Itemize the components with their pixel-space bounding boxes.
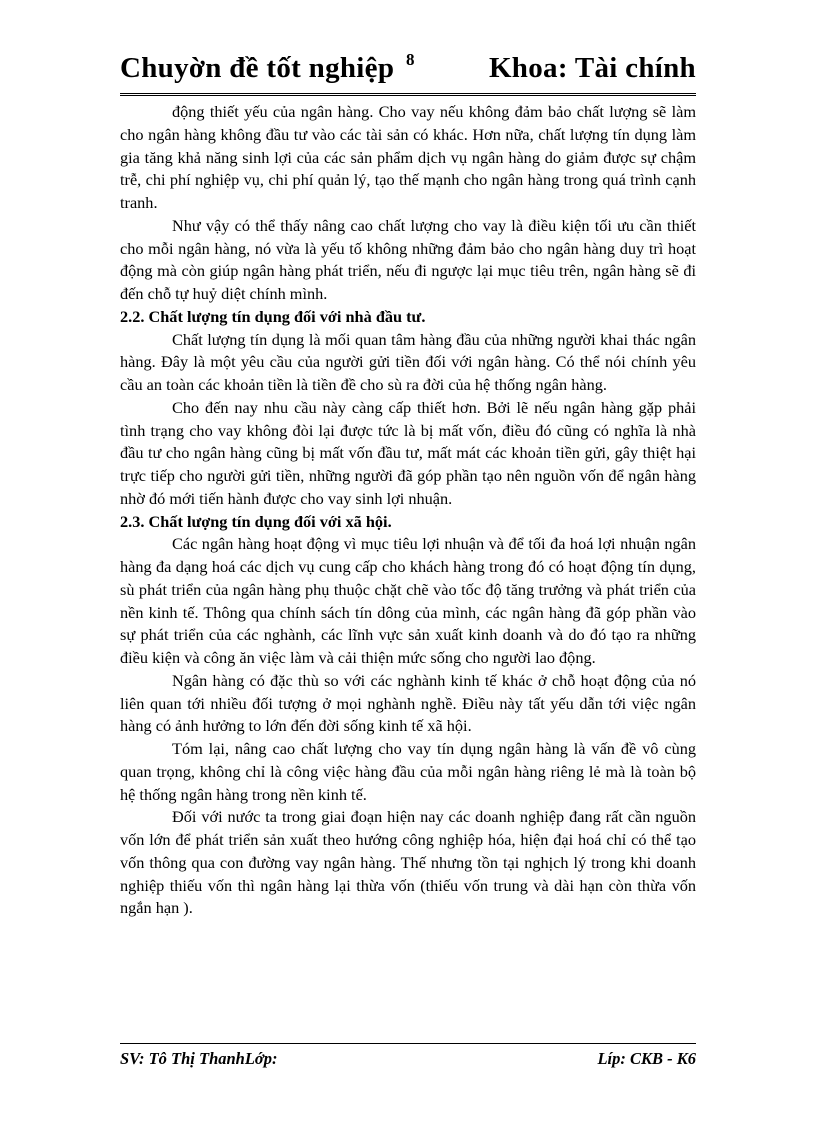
page-number: 8 — [406, 50, 415, 69]
paragraph-7: Tóm lại, nâng cao chất lượng cho vay tín dụng ngân hàng là vấn đề vô cùng quan trọng, không chỉ là công việc hàng đầu của mỗi ngân hàng riêng lẻ mà là toàn bộ hệ thống ngân hàng trong nền kinh tế. — [120, 739, 696, 804]
header-faculty: Khoa: Tài chính — [488, 52, 696, 84]
page-header — [120, 50, 696, 92]
footer-student: SV: Tô Thị ThanhLớp: — [120, 1049, 278, 1068]
paragraph-3: Chất lượng tín dụng là mối quan tâm hàng đầu của những người khai thác ngân hàng. Đây là một yêu cầu của người gửi tiền đối với ngân hàng. Có thể nói chính yêu cầu an toàn các khoản tiền là tiền đề cho sù ra đời của hệ thống ngân hàng. — [120, 329, 696, 394]
paragraph-6: Ngân hàng có đặc thù so với các nghành kinh tế khác ở chỗ hoạt động của nó liên quan tới nhiều đối tượng ở mọi nghành nghề. Điều này tất yếu dẫn tới việc ngân hàng có ảnh hưởng to lớn đến đời sống kinh tế xã hội. — [120, 670, 696, 736]
paragraph-8: Đối với nước ta trong giai đoạn hiện nay các doanh nghiệp đang rất cần nguồn vốn lớn để phát triển sản xuất theo hướng công nghiệp hóa, hiện đại hoá chỉ có thể tạo vốn thông qua con đường vay ngân hàng. Thế nhưng tồn tại nghịch lý trong khi doanh nghiệp thiếu vốn thì ngân hàng lại thừa vốn (thiếu vốn trung và dài hạn còn thừa vốn ngắn hạn ). — [120, 807, 696, 918]
section-heading-2-3: 2.3. Chất lượng tín dụng đối với xã hội. — [120, 511, 392, 531]
header-divider — [120, 93, 696, 96]
footer-class: Líp: CKB - K6 — [597, 1049, 696, 1068]
page-body — [120, 101, 696, 920]
header-thesis-title: Chuyờn đề tốt nghiệp — [120, 52, 395, 84]
paragraph-1: động thiết yếu của ngân hàng. Cho vay nếu không đảm bảo chất lượng sẽ làm cho ngân hàng không đầu tư vào các tài sản có khác. Hơn nữa, chất lượng tín dụng làm gia tăng khả năng sinh lợi của các sản phẩm dịch vụ ngân hàng do giảm được sự chậm trễ, chi phí nghiệp vụ, chi phí quản lý, tạo thế mạnh cho ngân hàng trong quá trình cạnh tranh. — [120, 102, 696, 212]
paragraph-5: Các ngân hàng hoạt động vì mục tiêu lợi nhuận và để tối đa hoá lợi nhuận ngân hàng đa dạng hoá các dịch vụ cung cấp cho khách hàng trong đó có hoạt động tín dụng, sù phát triển của ngân hàng phụ thuộc chặt chẽ vào tốc độ tăng trưởng và phát triển của nền kinh tế. Thông qua chính sách tín dông của mình, các ngân hàng đã góp phần vào sự phát triển của các nghành, các lĩnh vực sản xuất kinh doanh và do đó tạo ra những điều kiện và công ăn việc làm và cải thiện mức sống cho người lao động. — [120, 534, 696, 667]
paragraph-4: Cho đến nay nhu cầu này càng cấp thiết hơn. Bởi lẽ nếu ngân hàng gặp phải tình trạng cho vay không đòi lại được tức là bị mất vốn, điều đó cũng có nghĩa là nhà đầu tư cho ngân hàng cũng bị mất vốn đầu tư, mất mát các khoản tiền gửi, gây thiệt hại trực tiếp cho người gửi tiền, những người đã góp phần tạo nên nguồn vốn để ngân hàng nhờ đó mới tiến hành được cho vay sinh lợi nhuận. — [120, 397, 696, 508]
section-heading-2-2: 2.2. Chất lượng tín dụng đối với nhà đầu tư. — [120, 306, 426, 326]
footer-divider — [120, 1043, 696, 1044]
paragraph-2: Như vậy có thể thấy nâng cao chất lượng cho vay là điều kiện tối ưu cần thiết cho mỗi ngân hàng, nó vừa là yếu tố không những đảm bảo cho ngân hàng duy trì hoạt động mà còn giúp ngân hàng phát triển, nếu đi ngược lại mục tiêu trên, ngân hàng sẽ đi đến chỗ tự huỷ diệt chính mình. — [120, 215, 696, 303]
